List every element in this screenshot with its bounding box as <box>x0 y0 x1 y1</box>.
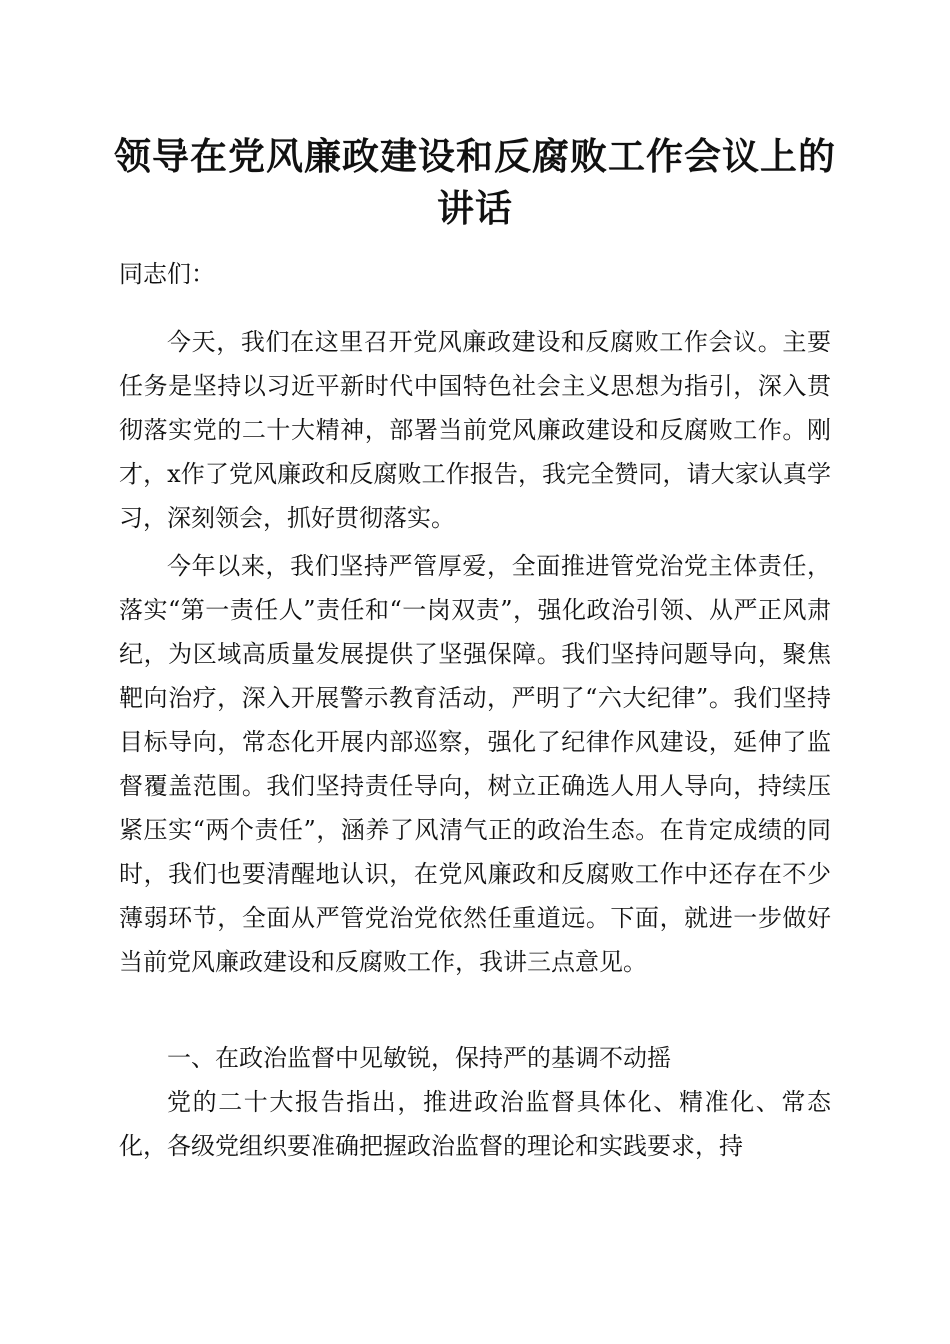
section-heading-1: 一、在政治监督中见敏锐，保持严的基调不动摇 <box>167 1044 671 1072</box>
paragraph-section-1: 党的二十大报告指出，推进政治监督具体化、精准化、常态化，各级党组织要准确把握政治监督的理论和实践要求，持 <box>119 1088 831 1160</box>
document-title: 领导在党风廉政建设和反腐败工作会议上的讲话 <box>114 134 836 230</box>
paragraph-opening: 今天，我们在这里召开党风廉政建设和反腐败工作会议。主要任务是坚持以习近平新时代中国特色社会主义思想为指引，深入贯彻落实党的二十大精神，部署当前党风廉政建设和反腐败工作。刚才，x作了党风廉政和反腐败工作报告，我完全赞同，请大家认真学习，深刻领会，抓好贯彻落实。 <box>119 328 831 532</box>
salutation: 同志们： <box>119 260 215 288</box>
paragraph-achievements: 今年以来，我们坚持严管厚爱，全面推进管党治党主体责任，落实“第一责任人”责任和“一岗双责”，强化政治引领、从严正风肃纪，为区域高质量发展提供了坚强保障。我们坚持问题导向，聚焦靶向治疗，深入开展警示教育活动，严明了“六大纪律”。我们坚持目标导向，常态化开展内部巡察，强化了纪律作风建设，延伸了监督覆盖范围。我们坚持责任导向，树立正确选人用人导向，持续压紧压实“两个责任”，涵养了风清气正的政治生态。在肯定成绩的同时，我们也要清醒地认识，在党风廉政和反腐败工作中还存在不少薄弱环节，全面从严管党治党依然任重道远。下面，就进一步做好当前党风廉政建设和反腐败工作，我讲三点意见。 <box>119 552 831 976</box>
